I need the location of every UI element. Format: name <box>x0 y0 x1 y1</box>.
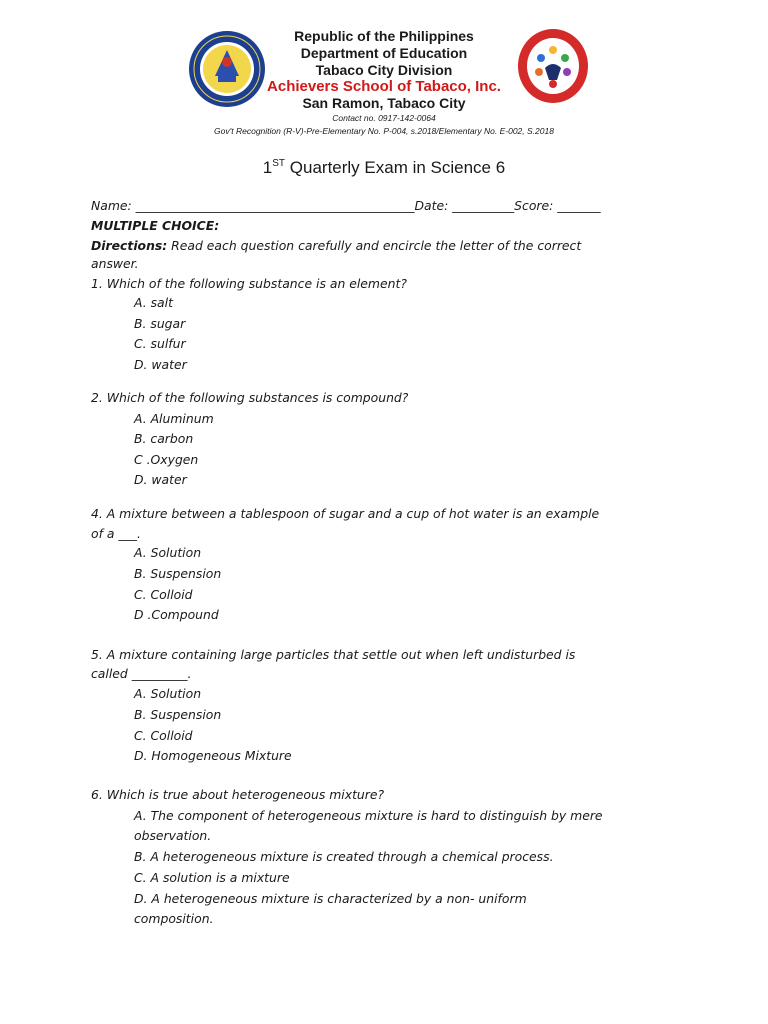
answer-option[interactable]: A. Aluminum <box>134 411 214 426</box>
header-address: San Ramon, Tabaco City <box>302 95 466 111</box>
directions-label: Directions: <box>91 238 168 253</box>
answer-option[interactable]: A. Solution <box>134 686 202 701</box>
answer-option[interactable]: B. Suspension <box>134 566 222 581</box>
exam-title <box>0 158 768 178</box>
score-label: Score: <box>514 198 558 213</box>
answer-option-cont: observation. <box>134 828 212 843</box>
form-line <box>91 198 601 213</box>
answer-option[interactable]: C. A solution is a mixture <box>134 870 290 885</box>
answer-option[interactable]: B. Suspension <box>134 707 222 722</box>
title-superscript: ST <box>272 158 286 169</box>
question-text: 6. Which is true about heterogeneous mixture? <box>91 787 385 802</box>
section-heading: MULTIPLE CHOICE: <box>91 218 220 233</box>
answer-option[interactable]: A. Solution <box>134 545 202 560</box>
header-school-name: Achievers School of Tabaco, Inc. <box>267 78 501 95</box>
question-text: 4. A mixture between a tablespoon of sugar and a cup of hot water is an example <box>91 506 600 521</box>
score-field[interactable]: _______ <box>557 198 601 213</box>
answer-option[interactable]: C. Colloid <box>134 587 193 602</box>
question-text: 2. Which of the following substances is compound? <box>91 390 409 405</box>
answer-option-cont: composition. <box>134 911 214 926</box>
answer-option[interactable]: A. salt <box>134 295 173 310</box>
header-republic: Republic of the Philippines <box>294 28 474 44</box>
answer-option[interactable]: D. A heterogeneous mixture is characterized by a non- uniform <box>134 891 527 906</box>
title-text: Quarterly Exam in Science 6 <box>285 158 506 177</box>
answer-option[interactable]: D. water <box>134 472 187 487</box>
name-field[interactable]: _____________________________________________ <box>135 198 415 213</box>
date-label: Date: <box>414 198 453 213</box>
directions-line-2: answer. <box>91 256 139 271</box>
answer-option[interactable]: D. water <box>134 357 187 372</box>
date-field[interactable]: __________ <box>452 198 515 213</box>
answer-option[interactable]: B. A heterogeneous mixture is created through a chemical process. <box>134 849 554 864</box>
header-division: Tabaco City Division <box>315 62 453 78</box>
name-label: Name: <box>91 198 136 213</box>
question-text: 1. Which of the following substance is an element? <box>91 276 407 291</box>
question-text-cont: of a ___. <box>91 526 141 541</box>
question-text-cont: called _________. <box>91 666 192 681</box>
title-number: 1 <box>262 158 273 177</box>
header-contact: Contact no. 0917-142-0064 <box>332 113 436 123</box>
answer-option[interactable]: B. carbon <box>134 431 194 446</box>
answer-option[interactable]: C .Oxygen <box>134 452 199 467</box>
answer-option[interactable]: D .Compound <box>134 607 219 622</box>
directions-line <box>91 238 581 253</box>
header-department: Department of Education <box>300 45 468 61</box>
answer-option[interactable]: D. Homogeneous Mixture <box>134 748 292 763</box>
answer-option[interactable]: A. The component of heterogeneous mixture is hard to distinguish by mere <box>134 808 603 823</box>
question-text: 5. A mixture containing large particles that settle out when left undisturbed is <box>91 647 576 662</box>
answer-option[interactable]: B. sugar <box>134 316 186 331</box>
answer-option[interactable]: C. sulfur <box>134 336 186 351</box>
directions-text: Read each question carefully and encircle the letter of the correct <box>167 238 582 253</box>
header-recognition: Gov't Recognition (R-V)-Pre-Elementary No. P-004, s.2018/Elementary No. E-002, S.2018 <box>214 126 554 136</box>
answer-option[interactable]: C. Colloid <box>134 728 193 743</box>
